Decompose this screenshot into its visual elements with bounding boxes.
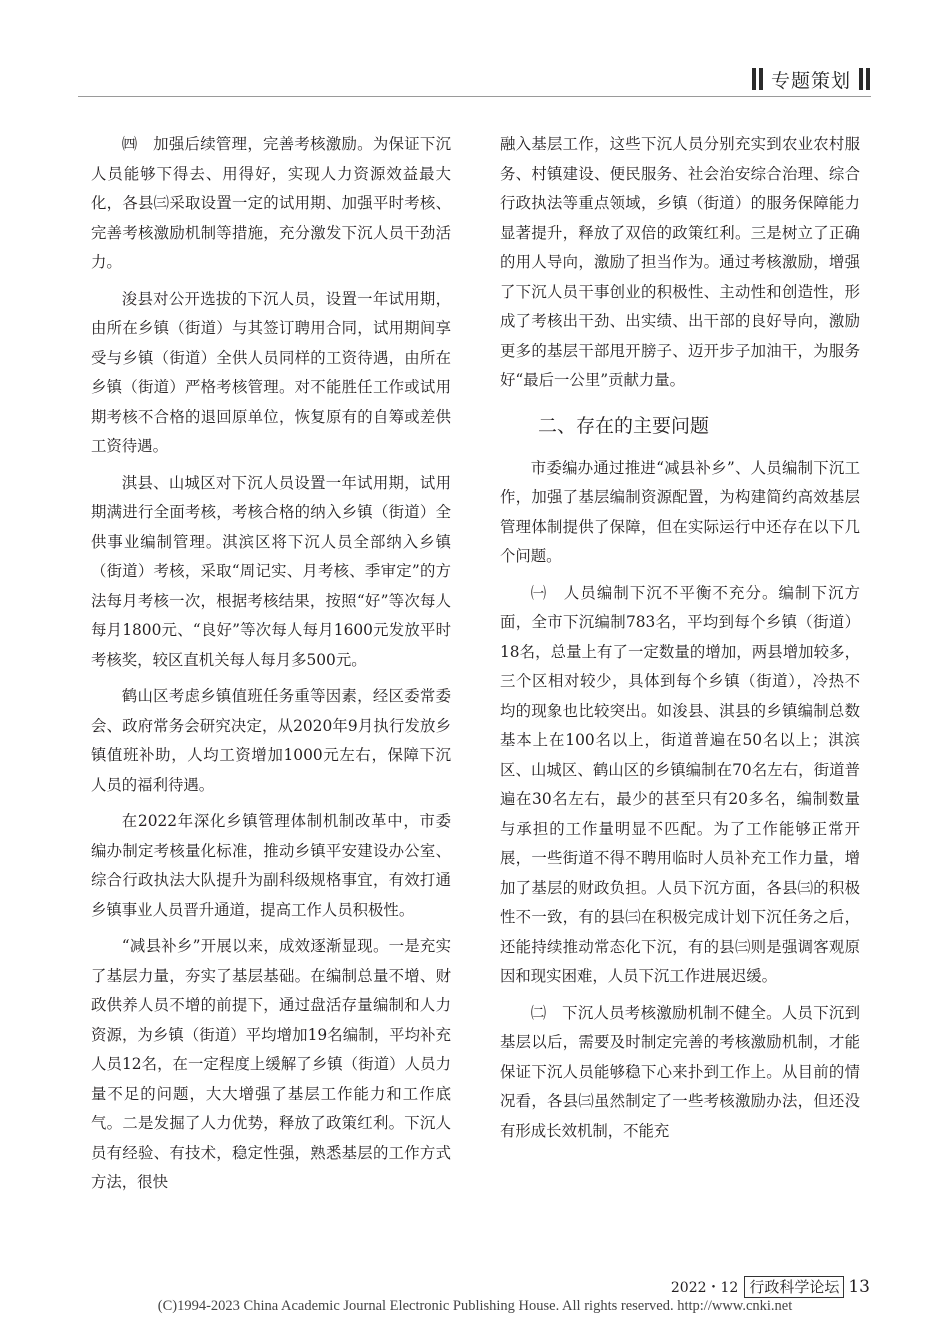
page-number: 13 bbox=[848, 1277, 870, 1297]
paragraph: 在2022年深化乡镇管理体制机制改革中，市委编办制定考核量化标准，推动乡镇平安建设办公室、综合行政执法大队提升为副科级规格事宜，有效打通乡镇事业人员晋升通道，提高工作人员积极性。 bbox=[91, 812, 451, 919]
section-title: 专题策划 bbox=[770, 69, 851, 92]
paragraph: 鹤山区考虑乡镇值班任务重等因素，经区委常委会、政府常务会研究决定，从2020年9月执行发放乡镇值班补助，人均工资增加1000元左右，保障下沉人员的福利待遇。 bbox=[91, 687, 451, 794]
paragraph: 淇县、山城区对下沉人员设置一年试用期，试用期满进行全面考核，考核合格的纳入乡镇（街道）全供事业编制管理。淇滨区将下沉人员全部纳入乡镇（街道）考核，采取“周记实、月考核、季审定”的方法每月考核一次，根据考核结果，按照“好”等次每人每月1800元、“良好”等次每人每月1600元发放平时考核奖，较区直机关每人每月多500元。 bbox=[91, 473, 451, 669]
paragraph: 浚县对公开选拔的下沉人员，设置一年试用期，由所在乡镇（街道）与其签订聘用合同，试用期间享受与乡镇（街道）全供人员同样的工资待遇，由所在乡镇（街道）严格考核管理。对不能胜任工作或试用期考核不合格的退回原单位，恢复原有的自筹或差供工资待遇。 bbox=[91, 289, 451, 455]
paragraph: ㈣ 加强后续管理，完善考核激励。为保证下沉人员能够下得去、用得好，实现人力资源效益最大化，各县㈢采取设置一定的试用期、加强平时考核、完善考核激励机制等措施，充分激发下沉人员干劲活力。 bbox=[91, 135, 451, 271]
page-header bbox=[752, 62, 870, 96]
page-footer bbox=[671, 1276, 870, 1298]
header-bars-decoration bbox=[752, 68, 763, 90]
paragraph: “减县补乡”开展以来，成效逐渐显现。一是充实了基层力量，夯实了基层基础。在编制总量不增、财政供养人员不增的前提下，通过盘活存量编制和人力资源，为乡镇（街道）平均增加19名编制，平均补充人员12名，在一定程度上缓解了乡镇（街道）人员力量不足的问题，大大增强了基层工作能力和工作底气。二是发掘了人力优势，释放了政策红利。下沉人员有经验、有技术，稳定性强，熟悉基层的工作方式方法，很快 bbox=[91, 937, 451, 1191]
paragraph: ㈡ 下沉人员考核激励机制不健全。人员下沉到基层以后，需要及时制定完善的考核激励机制，才能保证下沉人员能够稳下心来扑到工作上。从目前的情况看，各县㈢虽然制定了一些考核激励办法，但还没有形成长效机制，不能充 bbox=[500, 1003, 860, 1140]
paragraph: ㈠ 人员编制下沉不平衡不充分。编制下沉方面，全市下沉编制783名，平均到每个乡镇（街道）18名，总量上有了一定数量的增加，两县增加较多，三个区相对较少，具体到每个乡镇（街道），冷热不均的现象也比较突出。如浚县、淇县的乡镇编制总数基本上在100名以上，街道普遍在50名以上；淇滨区、山城区、鹤山区的乡镇编制在70名左右，街道普遍在30名左右，最少的甚至只有20多名，编制数量与承担的工作量明显不匹配。为了工作能够正常开展，一些街道不得不聘用临时人员补充工作力量，增加了基层的财政负担。人员下沉方面，各县㈢的积极性不一致，有的县㈢在积极完成计划下沉任务之后，还能持续推动常态化下沉，有的县㈢则是强调客观原因和现实困难，人员下沉工作进展迟缓。 bbox=[500, 583, 860, 985]
issue-date: 2022・12 bbox=[670, 1280, 739, 1296]
paragraph: 市委编办通过推进“减县补乡”、人员编制下沉工作，加强了基层编制资源配置，为构建简约高效基层管理体制提供了保障，但在实际运行中还存在以下几个问题。 bbox=[500, 458, 860, 565]
copyright-notice: (C)1994-2023 China Academic Journal Electronic Publishing House. All rights reserved. http://www.cnki.net bbox=[157, 1298, 793, 1314]
right-column bbox=[500, 130, 860, 1153]
header-bars-decoration-right bbox=[859, 68, 870, 90]
header-divider bbox=[78, 96, 871, 97]
journal-name: 行政科学论坛 bbox=[744, 1276, 844, 1298]
section-heading: 二、存在的主要问题 bbox=[538, 414, 710, 437]
left-column bbox=[91, 130, 451, 1205]
paragraph-continuation: 融入基层工作，这些下沉人员分别充实到农业农村服务、村镇建设、便民服务、社会治安综合治理、综合行政执法等重点领域，乡镇（街道）的服务保障能力显著提升，释放了双倍的政策红利。三是树立了正确的用人导向，激励了担当作为。通过考核激励，增强了下沉人员干事创业的积极性、主动性和创造性，形成了考核出干劲、出实绩、出干部的良好导向，激励更多的基层干部甩开膀子、迈开步子加油干，为服务好“最后一公里”贡献力量。 bbox=[500, 135, 860, 389]
